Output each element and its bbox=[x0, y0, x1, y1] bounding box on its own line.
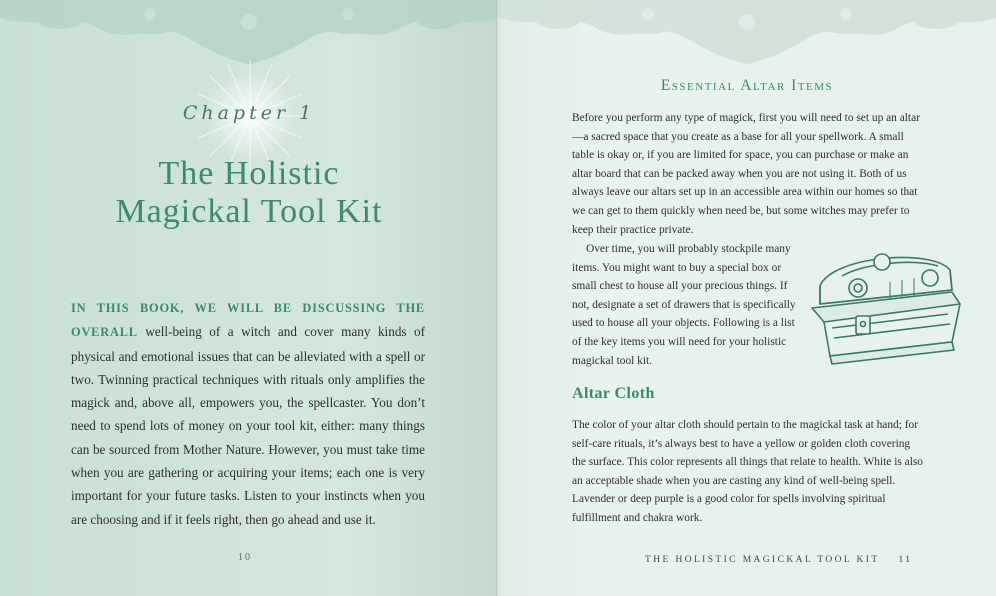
running-head: THE HOLISTIC MAGICKAL TOOL KIT bbox=[645, 555, 880, 565]
page-number-right: 11 bbox=[898, 555, 913, 565]
intro-lead: IN THIS BOOK, WE WILL BE DISCUSSING THE OVERALL bbox=[71, 301, 425, 340]
page-gutter bbox=[496, 0, 500, 596]
treasure-chest-icon bbox=[802, 238, 967, 368]
running-footer bbox=[645, 555, 912, 565]
paragraph-stockpile-text: Over time, you will probably stockpile many items. You might want to buy a special box or small chest to house all your precious things. If not, designate a set of drawers that is specifically used to house all your objects. Following is a list of the key items you will need for your holistic magickal tool kit. bbox=[572, 243, 796, 367]
intro-paragraph bbox=[71, 296, 425, 531]
chapter-label: Chapter 1 bbox=[182, 102, 316, 124]
paragraph-altar-cloth: The color of your altar cloth should pertain to the magickal task at hand; for self-care rituals, it’s always best to have a yellow or golden cloth covering the surface. This color represents all things that relate to health. White is also an acceptable shade when you are casting any kind of well-being spell. Lavender or deep purple is a good color for spells involving spiritual fulfillment and chakra work. bbox=[572, 419, 924, 524]
chapter-title bbox=[0, 155, 498, 231]
subheading-altar-cloth: Altar Cloth bbox=[572, 385, 655, 402]
page-number-left: 10 bbox=[238, 552, 252, 563]
section-heading-text: Essential Altar Items bbox=[660, 77, 834, 94]
chapter-title-line2: Magickal Tool Kit bbox=[115, 193, 383, 230]
paragraph-stockpile bbox=[572, 240, 802, 370]
chapter-title-line1: The Holistic bbox=[158, 155, 340, 192]
paragraph-altar-intro: Before you perform any type of magick, first you will need to set up an altar—a sacred space that you create as a base for all your spellwork. A small table is okay or, if you are limited for space, you can purchase or make an altar board that can be packed away when you are not using it. Both of us always leave our altars set up in an accessible area within our homes so that we can get to them quickly when need be, but some witches may prefer to keep their practice private. bbox=[572, 112, 920, 236]
intro-body: well-being of a witch and cover many kinds of physical and emotional issues that can be alleviated with a spell or two. Twinning practical techniques with rituals only amplifies the magick and, above all, empowers you, the spellcaster. You don’t need to spend lots of money on your tool kit, either: many things can be sourced from Mother Nature. However, you must take time when you are gathering or acquiring your items; each one is very important for your future tasks. Listen to your instincts when you are choosing and if it feels right, then go ahead and use it. bbox=[71, 324, 426, 527]
floral-ornament-icon bbox=[498, 0, 996, 70]
section-heading bbox=[572, 77, 922, 95]
